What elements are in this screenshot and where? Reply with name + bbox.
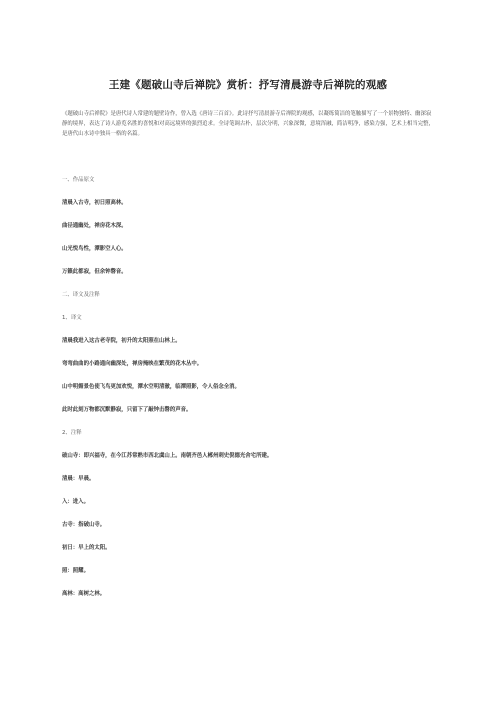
note-line: 高林：高树之林。: [62, 591, 106, 597]
poem-line: 万籁此都寂，但余钟磬音。: [62, 269, 127, 275]
subheading-notes: 2、注释: [62, 430, 82, 436]
note-line: 入：进入。: [62, 499, 89, 505]
intro-paragraph: 《题破山寺后禅院》是唐代诗人常建的题壁诗作，曾入选《唐诗三百首》。此诗抒写清晨游寺后禅院的观感，以凝练简洁的笔触描写了一个景物独特、幽深寂静的境界，表达了诗人游览名胜的喜悦和对高远境界的强烈追求。全诗笔调古朴，层次分明，兴象深微，意境浑融，简洁明净，感染力强，艺术上相当完整，是唐代山水诗中独具一格的名篇。: [62, 111, 434, 137]
note-line: 古寺：指破山寺。: [62, 522, 106, 528]
note-line: 破山寺：即兴福寺，在今江苏常熟市西北虞山上。南朝齐邑人郴州刺史倪德光舍宅所建。: [62, 453, 273, 459]
poem-line: 山光悦鸟性，潭影空人心。: [62, 246, 127, 252]
translation-line: 山中明媚景色使飞鸟更加欢悦，潭水空明清澈，临潭照影，令人俗念全消。: [62, 384, 240, 390]
translation-line: 此时此刻万物都沉默静寂，只留下了敲钟击磬的声音。: [62, 407, 192, 413]
note-line: 初日：早上的太阳。: [62, 545, 111, 551]
note-line: 清晨：早晨。: [62, 476, 95, 482]
section-heading-original: 一、作品原文: [62, 177, 95, 183]
page-title: 王建《题破山寺后禅院》赏析：抒写清晨游寺后禅院的观感: [108, 79, 388, 91]
poem-line: 清晨入古寺，初日照高林。: [62, 200, 127, 206]
translation-line: 清晨我进入这古老寺院，初升的太阳照在山林上。: [62, 338, 181, 344]
translation-line: 弯弯曲曲的小路通向幽深处，禅房掩映在繁茂的花木丛中。: [62, 361, 203, 367]
poem-line: 曲径通幽处，禅房花木深。: [62, 223, 127, 229]
note-line: 照：照耀。: [62, 568, 89, 574]
subheading-translation: 1、译文: [62, 315, 82, 321]
section-heading-translation-notes: 二、译文及注释: [62, 292, 100, 298]
